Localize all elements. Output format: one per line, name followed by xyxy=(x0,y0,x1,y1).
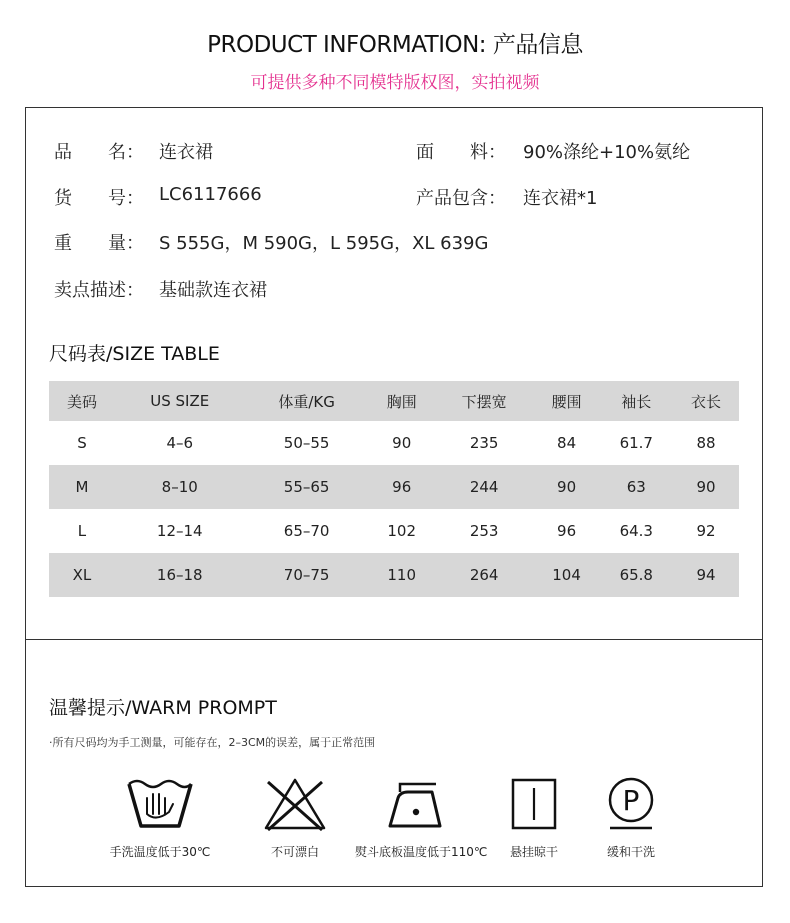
no-bleach-icon xyxy=(260,774,330,834)
package-label: 产品包含： xyxy=(416,188,506,209)
table-cell: 84 xyxy=(557,434,577,452)
column-header: 美码 xyxy=(49,381,115,421)
table-cell: 235 xyxy=(469,434,499,452)
sku-label: 货 号： xyxy=(54,188,144,209)
table-cell: 65–70 xyxy=(283,522,330,540)
table-cell: 102 xyxy=(387,522,417,540)
size-table xyxy=(49,381,739,597)
table-cell: 264 xyxy=(435,553,534,597)
table-cell: 104 xyxy=(534,553,600,597)
name-value: 连衣裙 xyxy=(159,142,213,163)
table-cell: 90 xyxy=(392,434,412,452)
table-cell: 88 xyxy=(696,434,716,452)
weight-value: S 555G，M 590G，L 595G，XL 639G xyxy=(159,233,489,254)
column-header: 胸围 xyxy=(369,381,435,421)
care-item-iron xyxy=(355,774,488,860)
table-cell: 61.7 xyxy=(619,434,653,452)
care-item-no-bleach xyxy=(235,774,355,860)
weight-label: 重 量： xyxy=(54,233,144,254)
measurement-note: ·所有尺码均为手工测量，可能存在，2–3CM的误差，属于正常范围 xyxy=(49,736,376,749)
warm-prompt-heading: 温馨提示/WARM PROMPT xyxy=(49,697,277,719)
table-row xyxy=(49,553,739,597)
table-cell: 50–55 xyxy=(283,434,330,452)
page-subtitle: 可提供多种不同模特版权图，实拍视频 xyxy=(250,73,540,93)
table-cell: 70–75 xyxy=(245,553,369,597)
table-cell: 16–18 xyxy=(115,553,245,597)
table-cell: 244 xyxy=(435,465,534,509)
fabric-value: 90%涤纶+10%氨纶 xyxy=(523,142,691,163)
care-label: 缓和干洗 xyxy=(606,845,655,859)
column-header: 衣长 xyxy=(673,381,739,421)
svg-text:P: P xyxy=(622,784,640,817)
column-header: 腰围 xyxy=(534,381,600,421)
care-label: 手洗温度低于30℃ xyxy=(109,845,211,859)
care-label: 不可漂白 xyxy=(270,845,319,859)
care-item-hand-wash xyxy=(100,774,220,860)
table-cell: XL xyxy=(49,553,115,597)
section-divider xyxy=(26,639,762,640)
size-table-heading: 尺码表/SIZE TABLE xyxy=(49,343,220,365)
table-cell: 96 xyxy=(557,522,577,540)
table-cell: S xyxy=(77,434,87,452)
care-label: 悬挂晾干 xyxy=(509,845,558,859)
column-header: US SIZE xyxy=(115,381,245,421)
table-cell: 110 xyxy=(369,553,435,597)
table-cell: 90 xyxy=(534,465,600,509)
page-title: PRODUCT INFORMATION: 产品信息 xyxy=(207,32,583,58)
table-row xyxy=(49,421,739,465)
hang-dry-icon xyxy=(499,774,569,834)
table-cell: 253 xyxy=(469,522,499,540)
column-header: 下摆宽 xyxy=(435,381,534,421)
column-header: 袖长 xyxy=(600,381,673,421)
table-cell: 92 xyxy=(696,522,716,540)
table-cell: 63 xyxy=(600,465,673,509)
table-row xyxy=(49,509,739,553)
table-cell: 64.3 xyxy=(619,522,653,540)
table-cell: 8–10 xyxy=(115,465,245,509)
package-value: 连衣裙*1 xyxy=(523,188,598,209)
table-cell: 4–6 xyxy=(166,434,194,452)
table-cell: 90 xyxy=(673,465,739,509)
sku-value: LC6117666 xyxy=(159,184,262,205)
table-cell: 55–65 xyxy=(245,465,369,509)
care-item-dry-clean xyxy=(571,774,691,860)
hand-wash-icon xyxy=(125,774,195,834)
table-header-row xyxy=(49,381,739,421)
table-cell: L xyxy=(77,522,87,540)
fabric-label: 面 料： xyxy=(416,142,506,163)
iron-low-icon xyxy=(380,774,450,834)
dry-clean-p-icon xyxy=(596,774,666,834)
table-cell: 65.8 xyxy=(600,553,673,597)
table-cell: 96 xyxy=(369,465,435,509)
description-label: 卖点描述： xyxy=(54,280,144,301)
name-label: 品 名： xyxy=(54,142,144,163)
table-cell: 12–14 xyxy=(156,522,203,540)
table-cell: 94 xyxy=(673,553,739,597)
care-label: 熨斗底板温度低于110℃ xyxy=(355,845,488,859)
table-cell: M xyxy=(49,465,115,509)
table-row xyxy=(49,465,739,509)
description-value: 基础款连衣裙 xyxy=(159,280,267,301)
product-info-panel xyxy=(25,107,763,887)
column-header: 体重/KG xyxy=(245,381,369,421)
